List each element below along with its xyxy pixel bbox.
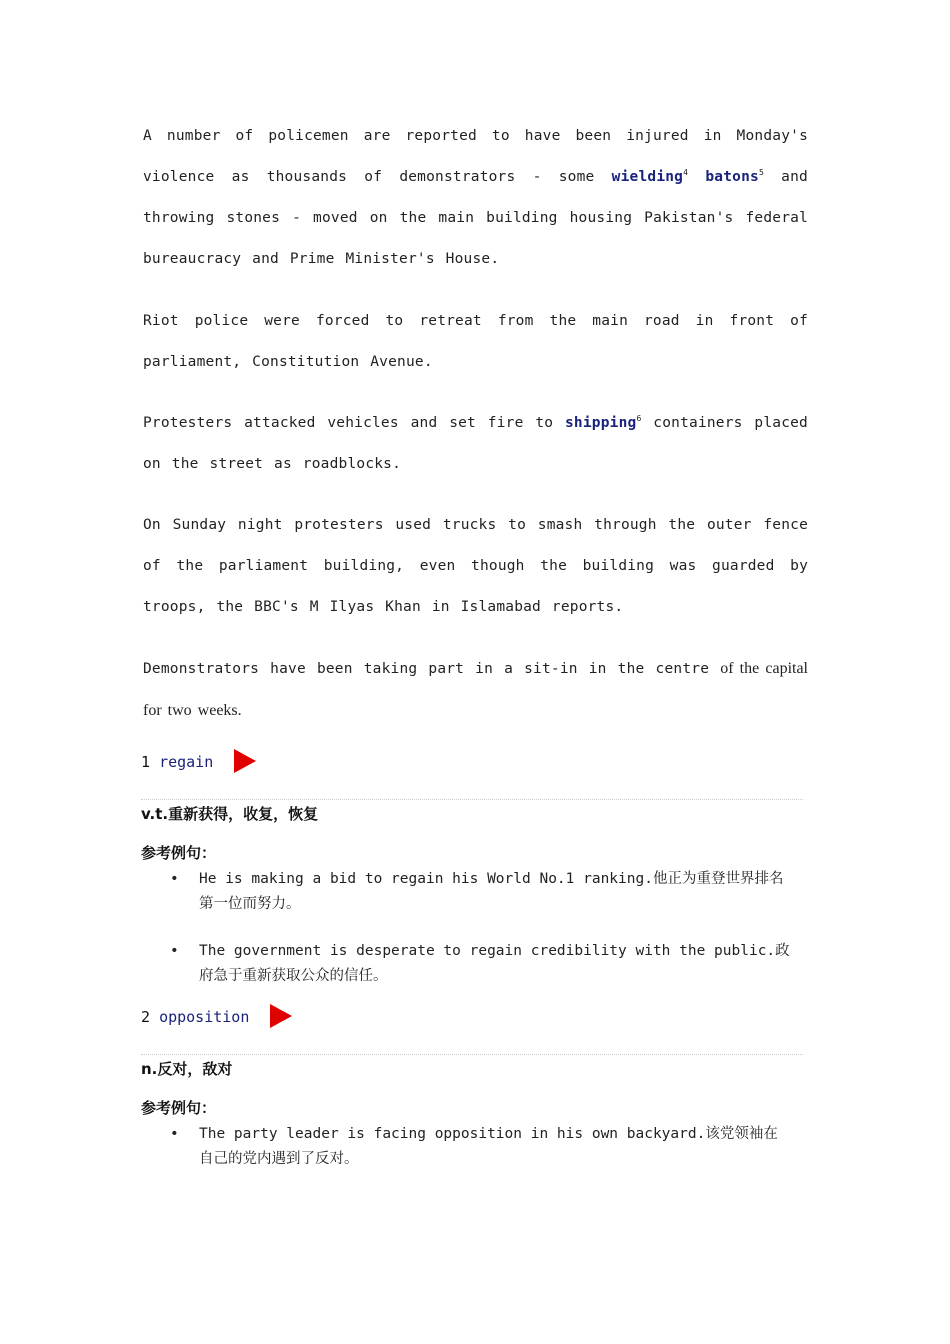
vocab-word[interactable]: shipping	[565, 415, 637, 431]
entry-word: opposition	[159, 1008, 250, 1026]
paragraph-1	[143, 116, 808, 280]
bullet-icon: •	[170, 1126, 179, 1142]
play-icon[interactable]	[270, 1004, 292, 1028]
entry-number: 1	[141, 753, 151, 771]
paragraph-4	[143, 505, 808, 628]
paragraph-5	[143, 648, 808, 732]
paragraph-text: Demonstrators have been taking part in a sit-in in the centre	[143, 661, 721, 677]
example-item	[170, 867, 790, 917]
entry-definition: v.t.重新获得，收复，恢复	[141, 805, 319, 823]
paragraph-text	[688, 169, 705, 185]
footnote-ref: 4	[683, 168, 689, 178]
entry-divider	[141, 1054, 803, 1055]
entry-number: 2	[141, 1008, 151, 1026]
bullet-icon: •	[170, 871, 179, 887]
footnote-ref: 5	[758, 168, 764, 178]
paragraph-text: On Sunday night protesters used trucks to smash through the outer fence of the parliament building, even though the building was guarded by troops, the BBC's M Ilyas Khan in Islamabad reports.	[143, 517, 808, 615]
vocab-entry-1-heading	[141, 749, 256, 773]
example-label: 参考例句：	[141, 844, 217, 862]
paragraph-text: of the capital for two weeks.	[143, 660, 808, 719]
paragraph-2	[143, 301, 808, 383]
entry-divider	[141, 799, 803, 800]
example-text: He is making a bid to regain his World No.1 ranking.他正为重登世界排名第一位而努力。	[199, 871, 784, 912]
vocab-word[interactable]: batons	[705, 169, 759, 185]
example-item	[170, 939, 790, 989]
footnote-ref: 6	[636, 414, 642, 424]
paragraph-text: A number of policemen are reported to have been injured in Monday's violence as thousands of demonstrators - some	[143, 128, 808, 185]
example-label: 参考例句：	[141, 1099, 217, 1117]
example-text: The party leader is facing opposition in his own backyard.该党领袖在自己的党内遇到了反对。	[199, 1126, 778, 1167]
vocab-entry-2-heading	[141, 1004, 292, 1028]
play-icon[interactable]	[234, 749, 256, 773]
paragraph-text: containers placed on the street as roadblocks.	[143, 415, 808, 472]
entry-word: regain	[159, 753, 214, 771]
paragraph-text: and throwing stones - moved on the main building housing Pakistan's federal bureaucracy and Prime Minister's House.	[143, 169, 808, 267]
entry-definition: n.反对，敌对	[141, 1060, 233, 1078]
vocab-word[interactable]: wielding	[611, 169, 684, 185]
example-item	[170, 1122, 790, 1172]
bullet-icon: •	[170, 943, 179, 959]
paragraph-3	[143, 403, 808, 485]
paragraph-text: Riot police were forced to retreat from the main road in front of parliament, Constitution Avenue.	[143, 313, 808, 370]
example-text: The government is desperate to regain credibility with the public.政府急于重新获取公众的信任。	[199, 943, 790, 984]
paragraph-text: Protesters attacked vehicles and set fire to	[143, 415, 565, 431]
